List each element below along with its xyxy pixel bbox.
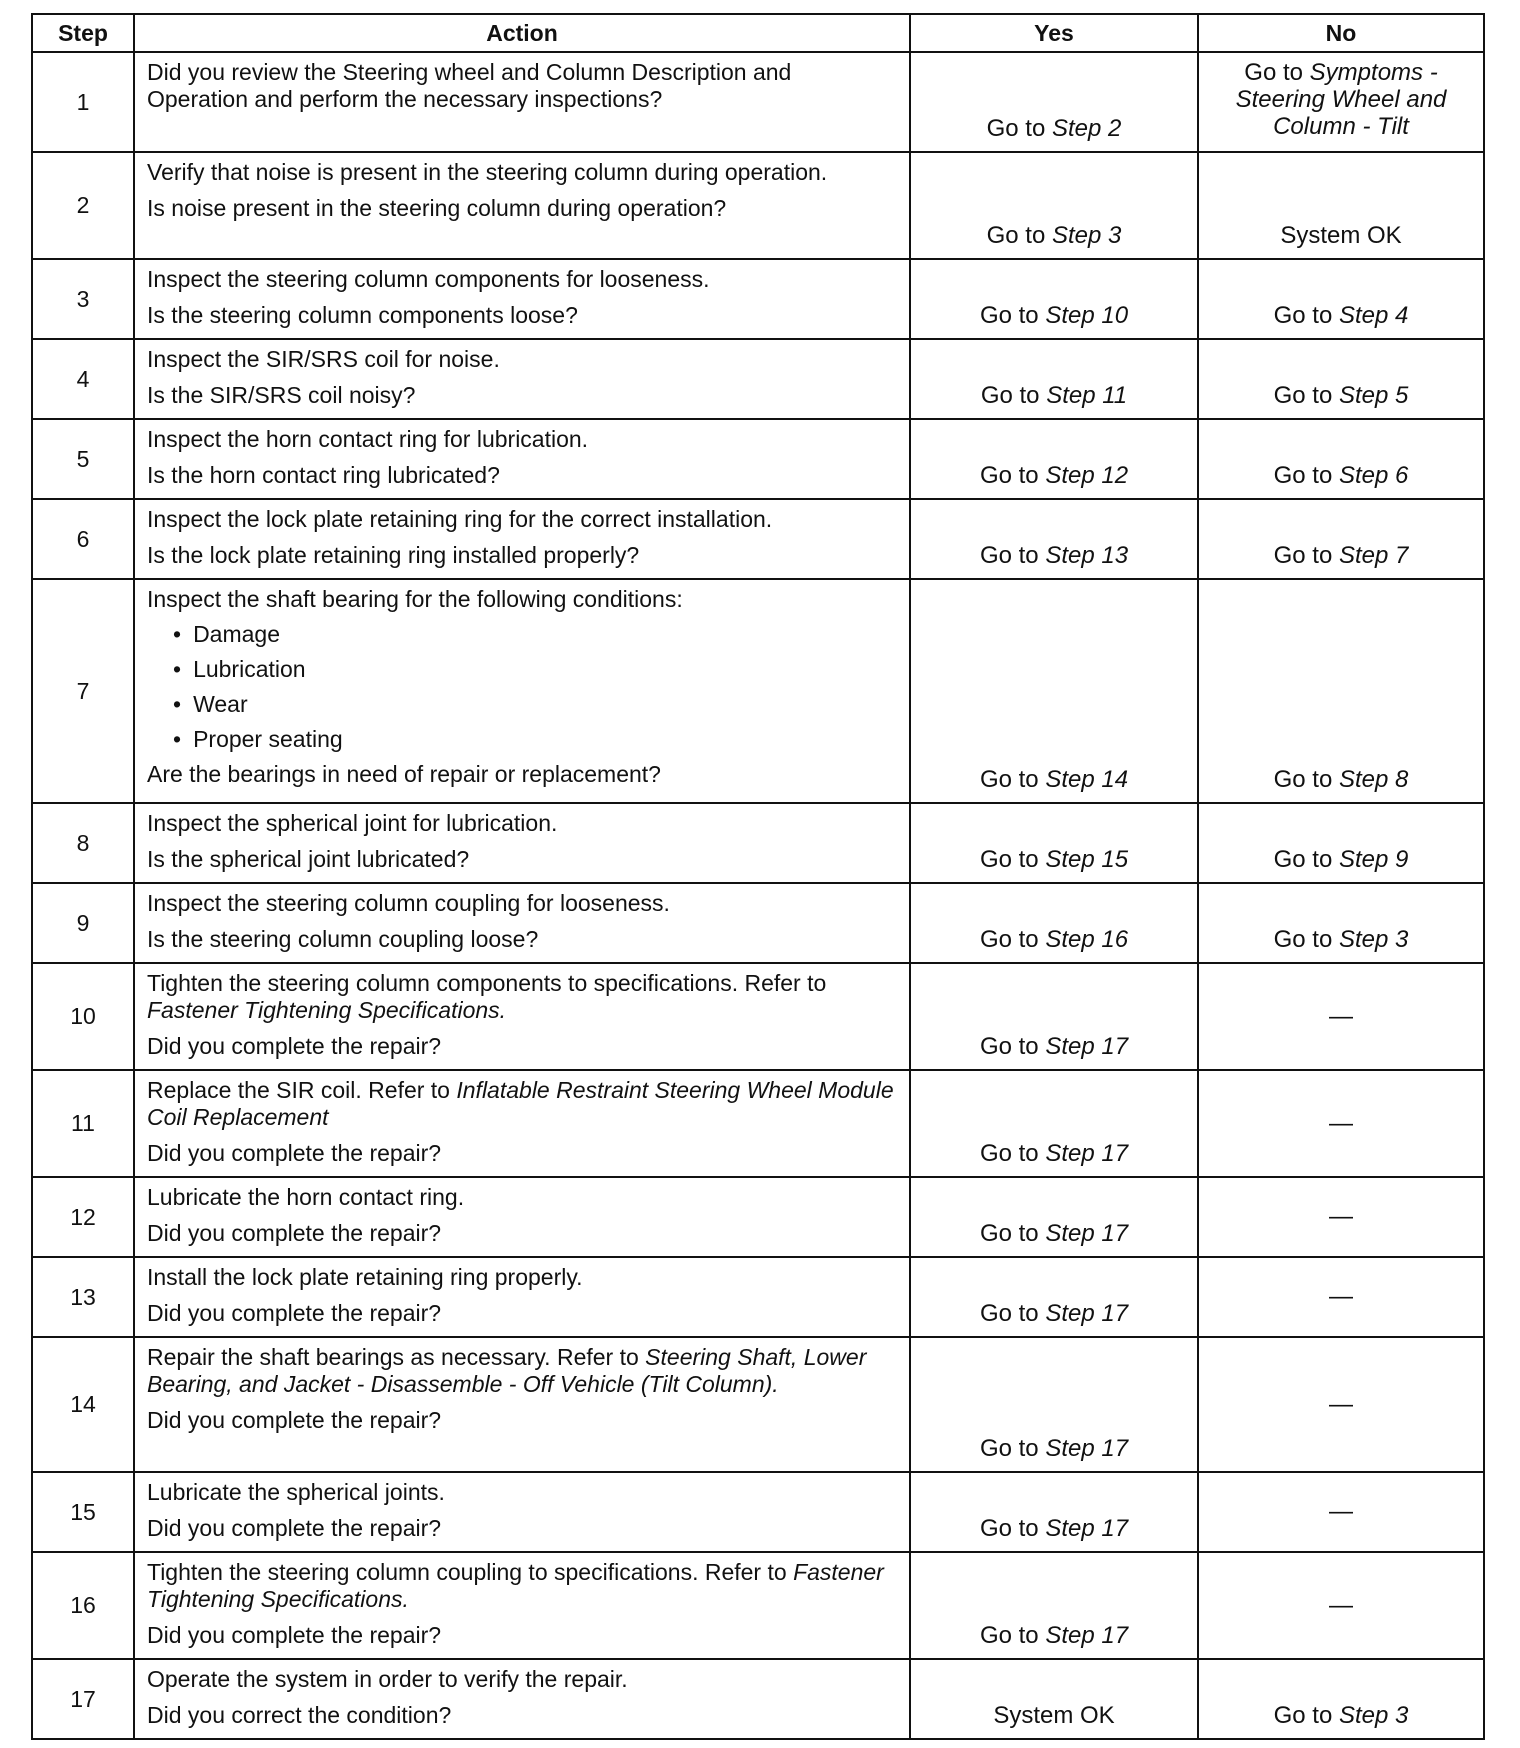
- reference-title: Fastener Tightening Specifications.: [147, 997, 507, 1023]
- action-question: Did you complete the repair?: [147, 1515, 442, 1541]
- no-cell: [1198, 419, 1484, 499]
- no-cell: [1198, 499, 1484, 579]
- yes-cell: [910, 963, 1198, 1070]
- no-cell: [1198, 1177, 1484, 1257]
- yes-step-ref: Step 10: [1045, 302, 1129, 329]
- yes-step-ref: Step 11: [1046, 382, 1128, 409]
- header-step: Step: [32, 14, 134, 52]
- no-cell: [1198, 52, 1484, 152]
- yes-prefix: Go to: [979, 846, 1046, 873]
- action-cell: [134, 419, 910, 499]
- no-step-ref: Step 3: [1338, 1702, 1409, 1729]
- no-prefix: Go to: [1273, 846, 1339, 873]
- action-cell: [134, 963, 910, 1070]
- step-number: 16: [32, 1552, 134, 1659]
- action-text: Inspect the steering column coupling for looseness.: [147, 890, 670, 916]
- step-number: 6: [32, 499, 134, 579]
- no-prefix: Go to: [1244, 59, 1310, 86]
- action-text: Inspect the steering column components for looseness.: [147, 266, 710, 292]
- action-text: [147, 1344, 897, 1398]
- action-text: Inspect the shaft bearing for the following conditions:: [147, 586, 683, 612]
- step-number: 11: [32, 1070, 134, 1177]
- no-prefix: Go to: [1273, 926, 1339, 953]
- yes-prefix: Go to: [979, 1140, 1046, 1167]
- action-question: Did you complete the repair?: [147, 1622, 442, 1648]
- no-cell: [1198, 259, 1484, 339]
- yes-prefix: Go to: [979, 542, 1046, 569]
- list-item: • Wear: [173, 691, 897, 718]
- yes-step-ref: Step 3: [1051, 222, 1122, 249]
- table-row: [32, 339, 1484, 419]
- no-prefix: Go to: [1273, 766, 1339, 793]
- table-row: [32, 259, 1484, 339]
- step-number: 8: [32, 803, 134, 883]
- action-text-plain: Replace the SIR coil. Refer to: [147, 1077, 457, 1103]
- yes-step-ref: Step 16: [1045, 926, 1129, 953]
- no-step-ref: Step 6: [1338, 462, 1409, 489]
- no-dash: —: [1329, 1591, 1353, 1619]
- table-row: [32, 1552, 1484, 1659]
- table-row: [32, 52, 1484, 152]
- step-number: 2: [32, 152, 134, 259]
- no-cell: [1198, 1659, 1484, 1739]
- reference-title: Inflatable Restraint Steering Wheel Module Coil Replacement: [147, 1077, 894, 1130]
- yes-prefix: Go to: [979, 1033, 1046, 1060]
- no-cell: [1198, 1257, 1484, 1337]
- yes-step-ref: Step 15: [1045, 846, 1129, 873]
- action-text: Inspect the SIR/SRS coil for noise.: [147, 346, 500, 372]
- yes-prefix: Go to: [979, 1435, 1046, 1462]
- no-cell: [1198, 803, 1484, 883]
- action-cell: [134, 1337, 910, 1472]
- action-text: [147, 1077, 897, 1131]
- no-dash: —: [1329, 1109, 1353, 1137]
- no-step-ref: Step 8: [1338, 766, 1409, 793]
- yes-step-ref: Step 12: [1045, 462, 1129, 489]
- step-number: 15: [32, 1472, 134, 1552]
- step-number: 14: [32, 1337, 134, 1472]
- action-text: Inspect the lock plate retaining ring for the correct installation.: [147, 506, 773, 532]
- action-question: Is the lock plate retaining ring installed properly?: [147, 542, 640, 568]
- action-question: Is the steering column coupling loose?: [147, 926, 539, 952]
- action-cell: [134, 1257, 910, 1337]
- yes-step-ref: Step 17: [1045, 1435, 1129, 1462]
- action-text: Lubricate the horn contact ring.: [147, 1184, 465, 1210]
- yes-cell: [910, 883, 1198, 963]
- no-cell: [1198, 963, 1484, 1070]
- yes-cell: [910, 1552, 1198, 1659]
- yes-step-ref: Step 17: [1045, 1033, 1129, 1060]
- yes-cell: [910, 579, 1198, 803]
- yes-cell: [910, 1177, 1198, 1257]
- step-number: 7: [32, 579, 134, 803]
- no-cell: [1198, 1070, 1484, 1177]
- action-cell: [134, 1177, 910, 1257]
- yes-cell: [910, 52, 1198, 152]
- table-row: [32, 1257, 1484, 1337]
- action-text: Verify that noise is present in the steering column during operation.: [147, 159, 828, 185]
- action-cell: [134, 1070, 910, 1177]
- table-row: [32, 1337, 1484, 1472]
- list-item: • Damage: [173, 621, 897, 648]
- action-cell: [134, 1472, 910, 1552]
- action-question: Are the bearings in need of repair or replacement?: [147, 761, 661, 787]
- action-question: Is the horn contact ring lubricated?: [147, 462, 500, 488]
- action-cell: [134, 1659, 910, 1739]
- yes-prefix: Go to: [979, 302, 1046, 329]
- yes-step-ref: Step 17: [1045, 1515, 1129, 1542]
- action-cell: [134, 883, 910, 963]
- no-cell: [1198, 579, 1484, 803]
- step-number: 1: [32, 52, 134, 152]
- action-text-plain: Tighten the steering column components to specifications. Refer to: [147, 970, 827, 996]
- step-number: 3: [32, 259, 134, 339]
- table-row: [32, 1070, 1484, 1177]
- yes-prefix: Go to: [986, 115, 1052, 142]
- table-row: [32, 883, 1484, 963]
- yes-step-ref: Step 17: [1045, 1140, 1129, 1167]
- yes-cell: [910, 1257, 1198, 1337]
- action-cell: [134, 803, 910, 883]
- action-question: Did you complete the repair?: [147, 1407, 442, 1433]
- action-text: Did you review the Steering wheel and Column Description and Operation and perform the necessary inspections?: [147, 59, 792, 112]
- yes-prefix: Go to: [979, 766, 1046, 793]
- action-text: [147, 970, 897, 1024]
- no-cell: [1198, 1472, 1484, 1552]
- no-cell: [1198, 339, 1484, 419]
- step-number: 12: [32, 1177, 134, 1257]
- action-cell: [134, 52, 910, 152]
- no-step-ref: Step 7: [1338, 542, 1409, 569]
- yes-step-ref: Step 17: [1045, 1220, 1129, 1247]
- yes-cell: [910, 339, 1198, 419]
- yes-cell: [910, 259, 1198, 339]
- yes-cell: [910, 152, 1198, 259]
- action-cell: [134, 339, 910, 419]
- action-question: Is noise present in the steering column during operation?: [147, 195, 727, 221]
- yes-prefix: Go to: [979, 1515, 1046, 1542]
- no-dash: —: [1329, 1390, 1353, 1418]
- header-no: No: [1198, 14, 1484, 52]
- action-question: Did you complete the repair?: [147, 1300, 442, 1326]
- no-prefix: Go to: [1273, 542, 1339, 569]
- action-text: Inspect the horn contact ring for lubrication.: [147, 426, 589, 452]
- diagnostic-table: [31, 13, 1485, 1740]
- header-yes: Yes: [910, 14, 1198, 52]
- condition-list: [147, 621, 897, 753]
- step-number: 4: [32, 339, 134, 419]
- no-prefix: Go to: [1273, 462, 1339, 489]
- yes-prefix: System OK: [993, 1702, 1115, 1729]
- no-step-ref: Step 5: [1338, 382, 1409, 409]
- yes-cell: [910, 499, 1198, 579]
- action-text: Lubricate the spherical joints.: [147, 1479, 445, 1505]
- yes-prefix: Go to: [979, 462, 1046, 489]
- yes-prefix: Go to: [980, 382, 1047, 409]
- no-dash: —: [1329, 1002, 1353, 1030]
- yes-cell: [910, 419, 1198, 499]
- action-text: Operate the system in order to verify the repair.: [147, 1666, 628, 1692]
- no-prefix: Go to: [1273, 302, 1339, 329]
- action-text: [147, 1559, 897, 1613]
- reference-title: Steering Shaft, Lower Bearing, and Jacket - Disassemble - Off Vehicle (Tilt Column).: [147, 1344, 867, 1397]
- no-cell: [1198, 152, 1484, 259]
- table-row: [32, 963, 1484, 1070]
- table-row: [32, 419, 1484, 499]
- yes-prefix: Go to: [979, 1622, 1046, 1649]
- action-question: Did you complete the repair?: [147, 1140, 442, 1166]
- no-step-ref: Step 9: [1338, 846, 1409, 873]
- table-row: [32, 1472, 1484, 1552]
- no-dash: —: [1329, 1283, 1353, 1310]
- table-row: [32, 152, 1484, 259]
- no-dash: —: [1329, 1498, 1353, 1525]
- header-row: [32, 14, 1484, 52]
- yes-cell: [910, 803, 1198, 883]
- step-number: 13: [32, 1257, 134, 1337]
- action-question: Is the spherical joint lubricated?: [147, 846, 470, 872]
- header-action: Action: [134, 14, 910, 52]
- action-text-plain: Repair the shaft bearings as necessary. Refer to: [147, 1344, 646, 1370]
- action-text: Install the lock plate retaining ring properly.: [147, 1264, 583, 1290]
- yes-step-ref: Step 13: [1045, 542, 1129, 569]
- table-row: [32, 499, 1484, 579]
- table-row: [32, 579, 1484, 803]
- no-dash: —: [1329, 1203, 1353, 1230]
- list-item: • Lubrication: [173, 656, 897, 683]
- step-number: 17: [32, 1659, 134, 1739]
- step-number: 9: [32, 883, 134, 963]
- list-item: • Proper seating: [173, 726, 897, 753]
- yes-prefix: Go to: [979, 1300, 1046, 1327]
- yes-prefix: Go to: [979, 1220, 1046, 1247]
- yes-cell: [910, 1659, 1198, 1739]
- action-question: Is the SIR/SRS coil noisy?: [147, 382, 416, 408]
- table-row: [32, 803, 1484, 883]
- yes-step-ref: Step 14: [1045, 766, 1129, 793]
- step-number: 5: [32, 419, 134, 499]
- yes-prefix: Go to: [979, 926, 1046, 953]
- action-question: Did you complete the repair?: [147, 1033, 442, 1059]
- yes-cell: [910, 1472, 1198, 1552]
- no-step-ref: Symptoms - Steering Wheel and Column - Tilt: [1235, 59, 1447, 140]
- reference-title: Fastener Tightening Specifications.: [147, 1559, 884, 1612]
- yes-step-ref: Step 17: [1045, 1300, 1129, 1327]
- table-row: [32, 1177, 1484, 1257]
- action-text-plain: Tighten the steering column coupling to specifications. Refer to: [147, 1559, 794, 1585]
- action-cell: [134, 152, 910, 259]
- no-step-ref: Step 4: [1338, 302, 1409, 329]
- no-prefix: System OK: [1280, 222, 1402, 249]
- yes-step-ref: Step 17: [1045, 1622, 1129, 1649]
- yes-step-ref: Step 2: [1051, 115, 1122, 142]
- no-cell: [1198, 883, 1484, 963]
- no-cell: [1198, 1337, 1484, 1472]
- table-row: [32, 1659, 1484, 1739]
- action-cell: [134, 579, 910, 803]
- yes-cell: [910, 1070, 1198, 1177]
- no-prefix: Go to: [1273, 382, 1339, 409]
- no-step-ref: Step 3: [1338, 926, 1409, 953]
- action-cell: [134, 1552, 910, 1659]
- action-question: Did you correct the condition?: [147, 1702, 452, 1728]
- yes-cell: [910, 1337, 1198, 1472]
- action-question: Did you complete the repair?: [147, 1220, 442, 1246]
- action-question: Is the steering column components loose?: [147, 302, 578, 328]
- yes-prefix: Go to: [986, 222, 1052, 249]
- action-text: Inspect the spherical joint for lubrication.: [147, 810, 558, 836]
- no-cell: [1198, 1552, 1484, 1659]
- step-number: 10: [32, 963, 134, 1070]
- action-cell: [134, 499, 910, 579]
- no-prefix: Go to: [1273, 1702, 1339, 1729]
- action-cell: [134, 259, 910, 339]
